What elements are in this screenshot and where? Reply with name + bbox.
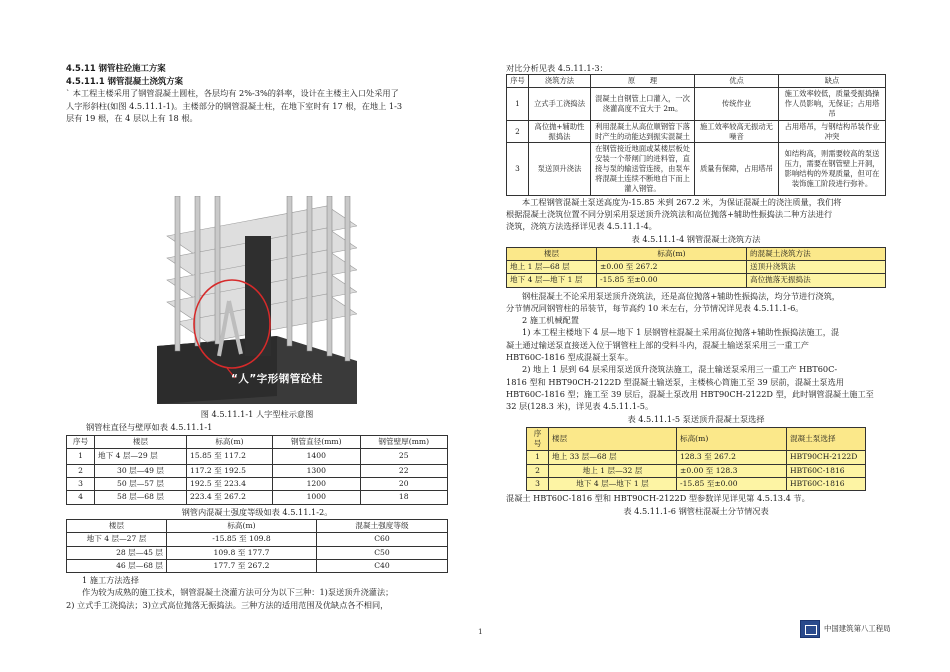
table-row [507, 274, 886, 287]
method-line-1: 作为较为成熟的施工技术，钢管混凝土浇灌方法可分为以下三种：1)泵送顶升浇灌法； [82, 587, 394, 598]
cell: 高位抛+辅助性振捣法 [529, 120, 591, 143]
table2-title: 钢管内混凝土强度等级如表 4.5.11.1-2。 [181, 506, 333, 517]
cell: 如结构高，则需要较高的泵送压力，需要在钢管壁上开洞，影响结构的外观质量，但可在装饰施工阶段进行弥补。 [779, 143, 886, 195]
cscec-logo-icon [800, 620, 820, 638]
method-heading: 1 施工方法选择 [82, 575, 139, 585]
cell: 109.8 至 177.7 [167, 546, 317, 559]
column-figure [157, 196, 357, 404]
cell: 传统作业 [695, 88, 779, 121]
table-row [67, 559, 448, 572]
page-number: 1 [478, 627, 483, 636]
th-elevation: 标高(m) [167, 520, 317, 533]
cell: 3 [527, 477, 549, 490]
cell: 地上 1 层—68 层 [507, 261, 597, 274]
intro-line-3: 层有 19 根，在 4 层以上有 18 根。 [66, 112, 198, 123]
cell: 192.5 至 223.4 [187, 478, 273, 491]
cell: -15.85 至 109.8 [167, 533, 317, 546]
cell: -15.85 至±0.00 [677, 477, 787, 490]
table-header-row [67, 520, 448, 533]
cell: 送顶升浇筑法 [747, 261, 886, 274]
cell: 2 [67, 464, 95, 477]
cell: 施工效率较低，质量受振捣操作人员影响，无保证；占用塔吊 [779, 88, 886, 121]
cell: 地上 1 层—32 层 [549, 464, 677, 477]
th-thickness: 钢管壁厚(mm) [360, 435, 448, 448]
th-floor: 楼层 [549, 427, 677, 451]
th-elevation: 标高(m) [187, 435, 273, 448]
para1-line-3: 浇筑，浇筑方法选择详见表 4.5.11.1-4。 [506, 221, 657, 232]
company-name: 中国建筑第八工程局 [824, 624, 891, 634]
pump-note: 混凝土 HBT60C-1816 型和 HBT90CH-2122D 型参数详见详见第 4.5.13.4 节。 [506, 493, 810, 504]
subsection-title: 4.5.11.1 钢管混凝土浇筑方案 [66, 75, 183, 86]
cell: 1 [507, 88, 529, 121]
cell: C40 [317, 559, 448, 572]
cell: C60 [317, 533, 448, 546]
cell: 4 [67, 491, 95, 504]
cell: 18 [360, 491, 448, 504]
cell: 施工效率较高无振动无噪音 [695, 120, 779, 143]
mech2-line-1: 2) 地上 1 层到 64 层采用泵送顶升浇筑法施工，混土输送泵采用三一重工产 HBT60C- [522, 364, 838, 375]
table-method-comparison [506, 74, 886, 195]
th-floor: 楼层 [67, 520, 167, 533]
cell: 占用塔吊，与钢结构吊装作业冲突 [779, 120, 886, 143]
table-header-row [67, 435, 448, 448]
left-column [66, 62, 448, 611]
table-row [507, 143, 886, 195]
intro-line-2: 人字形斜柱(如图 4.5.11.1-1)。主楼部分的钢管混凝土柱，在地下室时有 17 根，在地上 1-3 [66, 100, 403, 111]
intro-line-1: ` 本工程主楼采用了钢管混凝土圆柱，各层均有 2%-3%的斜率，设计在主楼主入口处采用了 [66, 88, 399, 99]
table4-title: 表 4.5.11.1-4 钢管混凝土浇筑方法 [631, 234, 761, 245]
cell: 2 [507, 120, 529, 143]
cell: 28 层—45 层 [67, 546, 167, 559]
cell: 1300 [273, 464, 361, 477]
cell: 30 层—49 层 [95, 464, 187, 477]
th-seq: 序号 [67, 435, 95, 448]
cell: 50 层—57 层 [95, 478, 187, 491]
cell: 1 [527, 451, 549, 464]
cell: 2 [527, 464, 549, 477]
cell: 3 [507, 143, 529, 195]
table-header-row [527, 427, 866, 451]
cell: 利用混凝土从高位顺钢管下落时产生的动能达到振实混凝土 [591, 120, 695, 143]
table-row [507, 261, 886, 274]
th-elevation: 标高(m) [597, 247, 747, 260]
table-row [507, 120, 886, 143]
cell: HBT60C-1816 [787, 464, 866, 477]
cont-line: 对比分析见表 4.5.11.1-3： [506, 63, 608, 73]
table-row [67, 478, 448, 491]
cell: 泵送顶升浇法 [529, 143, 591, 195]
cell: ±0.00 至 267.2 [597, 261, 747, 274]
th-grade: 混凝土强度等级 [317, 520, 448, 533]
cell: 177.7 至 267.2 [167, 559, 317, 572]
table-row [527, 451, 866, 464]
table-header-row [507, 247, 886, 260]
th-diameter: 钢管直径(mm) [273, 435, 361, 448]
cell: 1000 [273, 491, 361, 504]
table-pump-selection [526, 427, 866, 491]
cell: 128.3 至 267.2 [677, 451, 787, 464]
para2-line-1: 钢柱混凝土不论采用泵送顶升浇筑法，还是高位抛落+辅助性振捣法，均分节进行浇筑， [522, 290, 840, 301]
th-seq: 序号 [527, 427, 549, 451]
table-row [67, 491, 448, 504]
table-row [67, 464, 448, 477]
cell: 15.85 至 117.2 [187, 448, 273, 464]
cell: 地上 33 层—68 层 [549, 451, 677, 464]
cell: 高位抛落无振捣法 [747, 274, 886, 287]
cell: 117.2 至 192.5 [187, 464, 273, 477]
th-principle: 原 理 [591, 75, 695, 88]
cell: 25 [360, 448, 448, 464]
th-method: 浇筑方法 [529, 75, 591, 88]
cell: 地下 4 层—地下 1 层 [549, 477, 677, 490]
table6-title: 表 4.5.11.1-6 钢管柱混凝土分节情况表 [623, 506, 769, 517]
figure-caption: 图 4.5.11.1-1 人字型柱示意图 [200, 409, 314, 420]
th-floor: 楼层 [95, 435, 187, 448]
table-steel-diameter [66, 435, 448, 505]
cell: HBT60C-1816 [787, 477, 866, 490]
mech2-line-2: 1816 型和 HBT90CH-2122D 型混凝土输送泵，主楼核心筒施工至 39 层前，混凝土泵选用 [506, 376, 844, 387]
mech2-line-3: HBT60C-1816 型；施工至 39 层后，混凝土泵改用 HBT90CH-2122D 型，此时钢管混凝土施工至 [506, 388, 874, 399]
cell: 1 [67, 448, 95, 464]
method-line-2: 2) 立式手工浇捣法；3)立式高位抛落无振捣法。三种方法的适用范围及优缺点各不相同， [66, 599, 389, 610]
th-elevation: 标高(m) [677, 427, 787, 451]
table-row [527, 477, 866, 490]
th-pump: 混凝土泵选择 [787, 427, 866, 451]
table1-title: 钢管柱直径与壁厚如表 4.5.11.1-1 [86, 422, 213, 433]
mech1-line-1: 1) 本工程主楼地下 4 层—地下 1 层钢管柱混凝土采用高位抛落+辅助性振捣法施工，混 [522, 327, 840, 338]
cell: ±0.00 至 128.3 [677, 464, 787, 477]
table-row [507, 88, 886, 121]
table-row [67, 546, 448, 559]
cell: 质量有保障，占用塔吊 [695, 143, 779, 195]
th-floor: 楼层 [507, 247, 597, 260]
table-row [67, 448, 448, 464]
cell: 地下 4 层—27 层 [67, 533, 167, 546]
mech1-line-3: HBT60C-1816 型成混凝土泵车。 [506, 352, 634, 362]
para1-line-2: 根据混凝土浇筑位置不同分别采用泵送顶升浇筑法和高位抛落+辅助性振捣法二种方法进行 [506, 208, 833, 219]
cell: 1400 [273, 448, 361, 464]
cell: HBT90CH-2122D [787, 451, 866, 464]
cell: 223.4 至 267.2 [187, 491, 273, 504]
th-pour-method: 的混凝土浇筑方法 [747, 247, 886, 260]
cell: 46 层—68 层 [67, 559, 167, 572]
cell: 58 层—68 层 [95, 491, 187, 504]
figure-label: “人”字形钢管砼柱 [231, 373, 323, 386]
th-seq: 序号 [507, 75, 529, 88]
cell: 1200 [273, 478, 361, 491]
cell: 22 [360, 464, 448, 477]
th-advantage: 优点 [695, 75, 779, 88]
cell: -15.85 至±0.00 [597, 274, 747, 287]
section-title: 4.5.11 钢管柱砼施工方案 [66, 63, 166, 73]
cell: 20 [360, 478, 448, 491]
table5-title: 表 4.5.11.1-5 泵送顶升混凝土泵选择 [627, 414, 765, 425]
cell: 3 [67, 478, 95, 491]
cell: 在钢管接近地面或某楼层板处安装一个带闸门的进料管，直接与泵的输送管连接，由泵车将混凝土连续不断地自下而上灌入钢管。 [591, 143, 695, 195]
mech1-line-2: 凝土通过输送泵直接送入位于钢管柱上部的受料斗内，混凝土输送泵采用三一重工产 [506, 339, 809, 350]
table-concrete-grade [66, 519, 448, 573]
table-pour-method [506, 247, 886, 288]
mech2-line-4: 32 层(128.3 米)，详见表 4.5.11.1-5。 [506, 401, 654, 412]
cell: 地下 4 层—地下 1 层 [507, 274, 597, 287]
table-row [67, 533, 448, 546]
table-row [527, 464, 866, 477]
cell: 地下 4 层—29 层 [95, 448, 187, 464]
company-logo [800, 620, 891, 638]
para1-line-1: 本工程钢管混凝土泵送高度为-15.85 米到 267.2 米，为保证混凝土的浇注质量，我们将 [522, 196, 842, 207]
cell: C50 [317, 546, 448, 559]
table-header-row [507, 75, 886, 88]
right-column [506, 62, 886, 519]
para2-line-2: 分节情况同钢管柱的吊装节，每节高约 10 米左右，分节情况详见表 4.5.11.1-6。 [506, 302, 804, 313]
cell: 立式手工浇捣法 [529, 88, 591, 121]
mech-heading: 2 施工机械配置 [522, 315, 579, 326]
cell: 混凝土自钢管上口灌入，一次浇灌高度不宜大于 2m。 [591, 88, 695, 121]
th-disadvantage: 缺点 [779, 75, 886, 88]
